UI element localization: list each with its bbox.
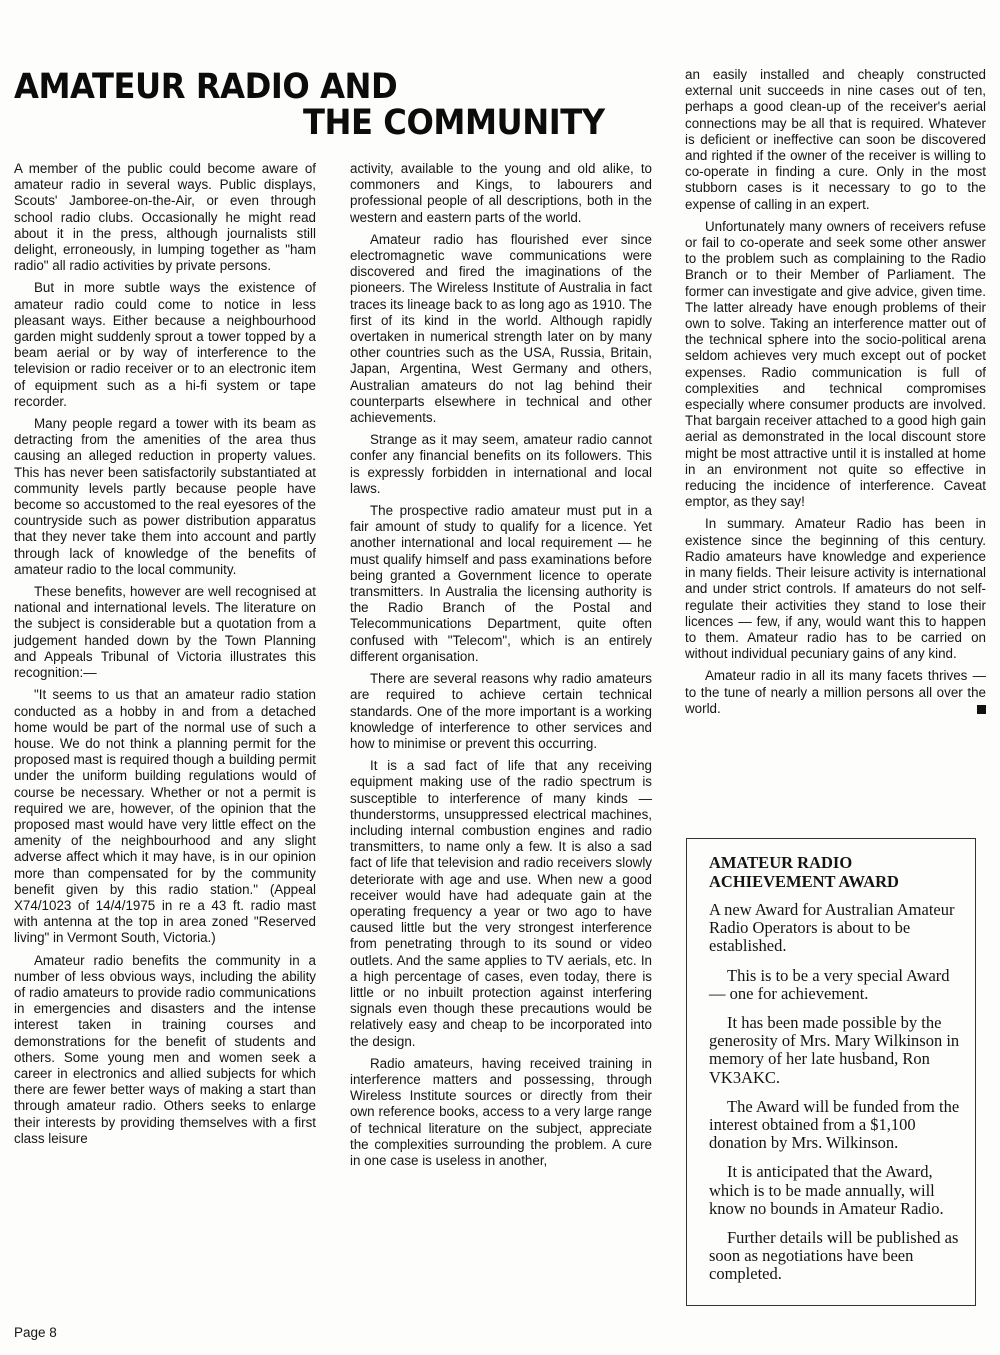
article-column-1 — [14, 161, 316, 1153]
article-title-line-1: AMATEUR RADIO AND — [14, 67, 398, 107]
closing-text: Amateur radio in all its many facets thrives — to the tune of nearly a million persons all over the world. — [685, 668, 986, 716]
award-heading-line-1: AMATEUR RADIO — [709, 853, 853, 872]
award-heading-line-2: ACHIEVEMENT AWARD — [709, 872, 899, 891]
award-heading — [709, 853, 975, 891]
award-paragraph: It is anticipated that the Award, which is to be made annually, will know no bounds in Amateur Radio. — [709, 1162, 944, 1218]
paragraph: Amateur radio has flourished ever since electromagnetic wave communications were discovered and fired the imaginations of the pioneers. The Wireless Institute of Australia in fact traces its lineage back to as long ago as 1910. The first of its kind in the world. Although rapidly overtaken in numerical strength later on by many other countries such as the USA, Russia, Britain, Japan, Argentina, West Germany and others, Australian amateurs do not lag behind their counterparts elsewhere in technical and other achievements. — [350, 231, 652, 426]
achievement-award-box — [686, 838, 976, 1306]
paragraph: Amateur radio benefits the community in a number of less obvious ways, including the ability of radio amateurs to provide radio communications in emergencies and disasters and the intense interest taken in training courses and demonstrations for the benefit of students and others. Some young men and women seek a career in electronics and allied subjects for which there are fewer better ways of making a start than through amateur radio. Others seeks to enlarge their interests by providing themselves with a first class leisure — [14, 952, 316, 1146]
article-column-2 — [350, 161, 652, 1175]
paragraph: Many people regard a tower with its beam as detracting from the amenities of the area thus causing an alleged reduction in property values. This has never been satisfactorily substantiated at community levels partly because people have become so accustomed to the real eyesores of the countryside such as power distribution apparatus that they never take them into account and partly through lack of knowledge of the benefits of amateur radio to the local community. — [14, 416, 316, 577]
award-paragraph: This is to be a very special Award — one for achievement. — [709, 965, 950, 1003]
quotation-paragraph: "It seems to us that an amateur radio station conducted as a hobby in and from a detached home would be part of the normal use of such a house. We do not think a planning permit for the proposed mast is required though a building permit under the uniform building regulations would of course be necessary. Whether or not a permit is required we are, however, of the opinion that the proposed mast would have very little effect on the amenity of the neighbourhood and any slight adverse affect which it may have, is in our opinion more than compensated for by the community benefit given by this radio station." (Appeal X74/1023 of 14/4/1975 in re a 43 ft. radio mast with antenna at the top in area zoned "Reserved living" in Vermont South, Victoria.) — [14, 687, 316, 946]
award-paragraph: A new Award for Australian Amateur Radio Operators is about to be established. — [709, 900, 955, 956]
article-column-3 — [685, 67, 986, 723]
paragraph: Radio amateurs, having received training in interference matters and possessing, through Wireless Institute sources or directly from their own reference books, access to a very large range of technical literature on the subject, appreciate the complexities surrounding the problem. A cure in one case is useless in another, — [350, 1055, 652, 1168]
paragraph: activity, available to the young and old alike, to commoners and Kings, to labourers and professional people of all descriptions, both in the western and eastern parts of the world. — [350, 161, 652, 225]
paragraph: These benefits, however are well recognised at national and international levels. The literature on the subject is considerable but a quotation from a judgement handed down by the Town Planning and Appeals Tribunal of Victoria illustrates this recognition:— — [14, 584, 316, 681]
paragraph: an easily installed and cheaply constructed external unit succeeds in nine cases out of ten, perhaps a good clean-up of the receiver's aerial connections may be all that is required. Whatever is deficient or ineffective can soon be discovered and righted if the owner of the receiver is willing to co-operate in finding a cure. Only in the most stubborn cases is it necessary to go to the expense of calling in an expert. — [685, 67, 986, 212]
paragraph: In summary. Amateur Radio has been in existence since the beginning of this century. Radio amateurs have knowledge and experience in many fields. Their leisure activity is international and under strict controls. If amateurs do not self-regulate their activities they stand to lose their licences — few, if any, would want this to happen to them. Amateur radio has to be carried on without individual pecuniary gains of any kind. — [685, 516, 986, 662]
paragraph: The prospective radio amateur must put in a fair amount of study to qualify for a licence. Yet another international and local requirement — he must qualify himself and pass examinations before being granted a Government licence to operate transmitters. In Australia the licensing authority is the Radio Branch of the Postal and Telecommunications Department, quite often confused with "Telecom", which is an entirely different organisation. — [350, 503, 652, 664]
paragraph: A member of the public could become aware of amateur radio in several ways. Public displays, Scouts' Jamboree-on-the-Air, or even through school radio clubs. Occasionally he might read about it in the press, although journalists still delight, erroneously, in lumping together as "ham radio" all radio activities by private persons. — [14, 161, 316, 274]
paragraph: Unfortunately many owners of receivers refuse or fail to co-operate and seek some other answer to the problem such as complaining to the Radio Branch or to their Member of Parliament. The former can investigate and give advice, given time. The latter already have enough problems of their own to solve. Taking an interference matter out of the technical sphere into the socio-political arena seldom achieves very much except out of pocket expenses. Radio communication is full of complexities and technical compromises especially where consumer products are involved. That bargain receiver attached to a good high gain aerial as demonstrated in the local discount store might be most attractive until it is installed at home in an environment not quite so effective in reducing the incidence of interference. Caveat emptor, as they say! — [685, 218, 986, 510]
page-number: Page 8 — [14, 1325, 57, 1340]
award-paragraph: The Award will be funded from the interest obtained from a $1,100 donation by Mrs. Wilkinson. — [709, 1096, 960, 1153]
closing-paragraph — [685, 668, 986, 717]
paragraph: Strange as it may seem, amateur radio cannot confer any financial benefits on its followers. This is expressly forbidden in international and local laws. — [350, 432, 652, 496]
award-paragraph: It has been made possible by the generosity of Mrs. Mary Wilkinson in memory of her late husband, Ron VK3AKC. — [709, 1013, 960, 1087]
article-title-line-2: THE COMMUNITY — [303, 103, 605, 143]
end-of-article-mark — [977, 705, 986, 714]
award-paragraph: Further details will be published as soon as negotiations have been completed. — [709, 1228, 959, 1284]
paragraph: But in more subtle ways the existence of amateur radio could come to notice in less pleasant ways. Either because a neighbourhood garden might suddenly sprout a tower topped by a beam aerial or by way of interference to the television or radio receiver or to an electronic item of equipment such as a hi-fi system or tape recorder. — [14, 280, 316, 409]
paragraph: It is a sad fact of life that any receiving equipment making use of the radio spectrum is susceptible to interference of many kinds — thunderstorms, unsuppressed electrical machines, including internal combustion engines and radio transmitters, to name only a few. It is also a sad fact of life that television and radio receivers slowly deteriorate with age and use. When new a good receiver would have had adequate gain at the operating frequency a year or two ago to have caused little but the very strongest interference from penetrating through to its sound or video outlets. And the same applies to TV aerials, etc. In a high percentage of cases, even today, there is little or no inbuilt protection against interfering signals even though these precautions would be relatively easy and cheap to be incorporated into the design. — [350, 758, 652, 1049]
paragraph: There are several reasons why radio amateurs are required to achieve certain technical standards. One of the more important is a working knowledge of interference to other services and how to minimise or prevent this occurring. — [350, 671, 652, 751]
